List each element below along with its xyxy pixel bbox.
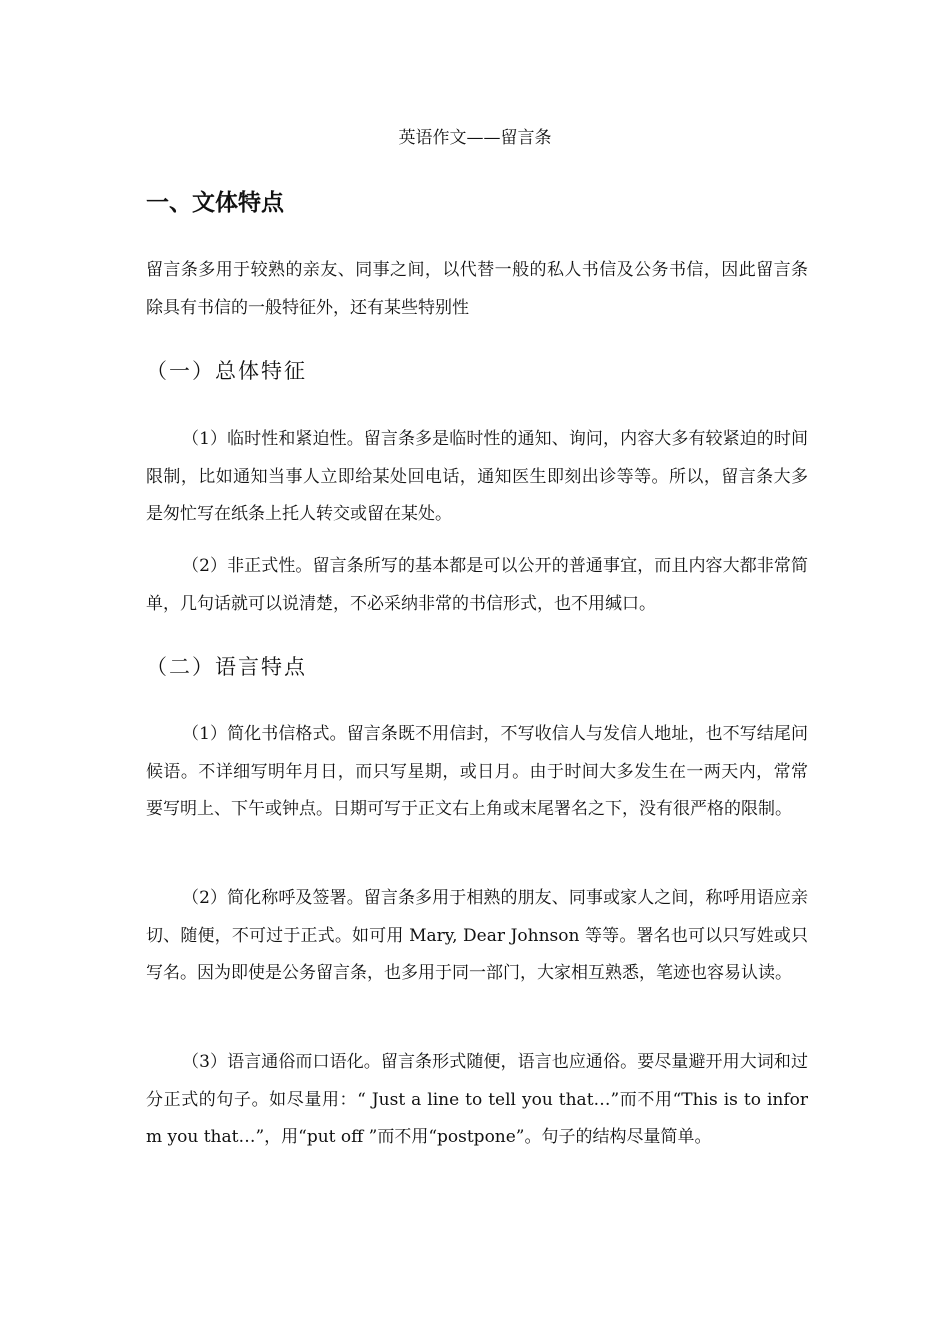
document-title: 英语作文——留言条	[398, 128, 552, 148]
paragraph-simplified-format: （1）简化书信格式。留言条既不用信封，不写收信人与发信人地址，也不写结尾问候语。不详细写明年月日，而只写星期，或日月。由于时间大多发生在一两天内，常常要写明上、下午或钟点。日期可写于正文右上角或末尾署名之下，没有很严格的限制。	[146, 724, 808, 819]
paragraph-colloquial-language: （3）语言通俗而口语化。留言条形式随便，语言也应通俗。要尽量避开用大词和过分正式的句子。如尽量用：“ Just a line to tell you that…”而不用“This is to inform you that…”，用“put off ”而不用“postpone”。句子的结构尽量简单。	[146, 1052, 808, 1147]
subsection-heading-general-features: （一）总体特征	[146, 359, 307, 383]
subsection-heading-language-features: （二）语言特点	[146, 655, 307, 679]
paragraph-simplified-salutation: （2）简化称呼及签署。留言条多用于相熟的朋友、同事或家人之间，称呼用语应亲切、随便，不可过于正式。如可用 Mary, Dear Johnson 等等。署名也可以只写姓或只写名。因为即使是公务留言条，也多用于同一部门，大家相互熟悉，笔迹也容易认读。	[146, 888, 808, 983]
section-intro-paragraph: 留言条多用于较熟的亲友、同事之间，以代替一般的私人书信及公务书信，因此留言条除具有书信的一般特征外，还有某些特别性	[146, 260, 808, 318]
section-heading-style-features: 一、文体特点	[146, 190, 284, 216]
paragraph-informality: （2）非正式性。留言条所写的基本都是可以公开的普通事宜，而且内容大都非常简单，几句话就可以说清楚，不必采纳非常的书信形式，也不用缄口。	[146, 556, 808, 614]
paragraph-temporary-urgency: （1）临时性和紧迫性。留言条多是临时性的通知、询问，内容大多有较紧迫的时间限制，比如通知当事人立即给某处回电话，通知医生即刻出诊等等。所以，留言条大多是匆忙写在纸条上托人转交或留在某处。	[146, 429, 808, 524]
